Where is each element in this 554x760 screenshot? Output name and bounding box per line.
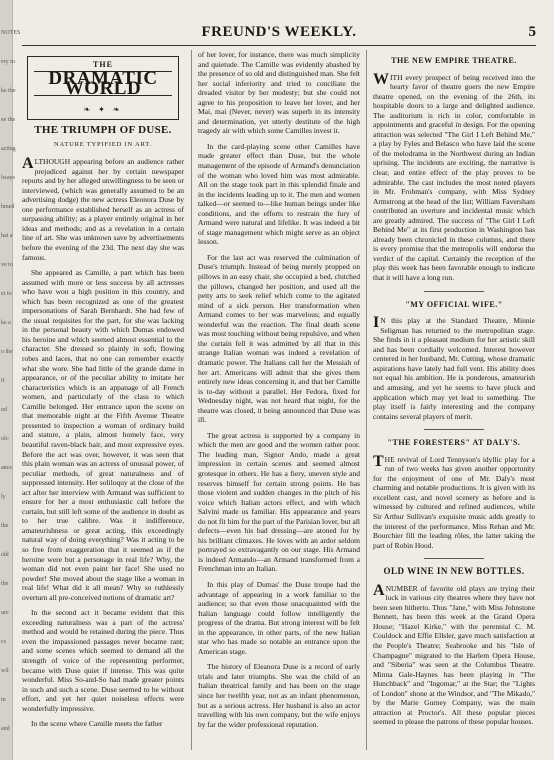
article-paragraph: WITH every prospect of being received into the hearty favor of theatre goers the new Empire theatre opened, on the evening of the 26th, its hospitable doors to a large and delighted audience. The auditorium is rich in color, comfortable in appointments and graceful in design. For the opening attraction was selected "The Girl I Left Behind Me," a play by Fyles and Belasco who have laid the scene of the melodrama in the Northwest during an Indian uprising. The incidents are exciting, the narrative is clear, and entire effect of the play proves to be admirable. The cast includes the most noted players in Mr. Frohman's company, with Miss Sydney Armstrong at the head of the list; William Faversham contributed an overture and incidental music which are greatly admired. The success of "The Girl I Left Behind Me" at its first production in Washington has already been chronicled in these columns, and there is every promise that the metropolis will endorse the verdict of the capital. Certainly the reception of the play this week has been favorable enough to indicate that it will have a long run. [373,70,535,283]
article-paragraph: In this play of Dumas' the Duse troupe had the advantage of appearing in a work familiar to the audience; so that even those unacquainted with the Italian language could follow intelligently the progress of the drama. But strong interest will be felt in the appearance, in other parts, of the new Italian star who has made so notable an entrance upon the American stage. [198,579,360,656]
adjacent-page-edge [0,0,21,760]
adjacent-page-fragment: ly [1,494,6,500]
drop-cap: W [373,70,389,88]
adjacent-page-fragment: if [1,378,5,384]
column-1 [22,50,184,750]
adjacent-page-fragment: et to [1,291,12,297]
article-paragraph: THE revival of Lord Tennyson's idyllic play for a run of two weeks has given another opportunity for the enjoyment of one of Mr. Daly's most charming and notable productions. It is given with its excellent cast, and novel scenery as before and is witnessed by cultured and refined audiences, while Sir Arthur Sullivan's exquisite music adds greatly to the interest of the performance. Miss Rehan and Mr. Bourchier fill the leading rôles, the latter taking the part of Robin Hood. [373,452,535,550]
adjacent-page-fragment: nd [1,407,7,413]
adjacent-page-fragment: wil [1,668,9,674]
dramatic-world-masthead [27,56,179,120]
article-subheading: NATURE TYPIFIED IN ART. [54,140,152,148]
adjacent-page-fragment: the [1,581,9,587]
masthead-the: THE [93,60,113,69]
adjacent-page-fragment: hmed [1,204,15,210]
adjacent-page-fragment: and [1,726,10,732]
column-divider [191,50,192,750]
adjacent-page-fragment: in [1,697,6,703]
adjacent-page-fragment: ery in [1,59,15,65]
adjacent-page-fragment: olt- [1,436,10,442]
drop-cap: I [373,314,380,332]
drop-cap: A [373,581,385,599]
section-separator [424,558,484,559]
drop-cap: A [22,155,34,173]
article-paragraph: ALTHOUGH appearing before an audience rather prejudiced against her by certain newspaper reports and by her alleged unwillingness to be seen or interviewed, (which was generally assumed to be an advertising dodge) the new actress Eleonora Duse by one performance established herself as an actress of surpassing ability; as a player entirely original in her ideas and methods; and as a revelation in a certain line of art. She was unknown save by advertisements before the evening of the 23d. The next day she was famous. [22,155,184,262]
adjacent-page-fragment: cs [1,639,6,645]
adjacent-page-fragment: ance [1,465,12,471]
adjacent-page-fragment: lways [1,175,15,181]
adjacent-page-fragment: ke the [1,88,16,94]
adjacent-page-fragment: acting [1,146,16,152]
section-heading: "MY OFFICIAL WIFE." [405,299,503,309]
article-paragraph: of her lover, for instance, there was much simplicity and quietude. The Camille was evidently abashed by the presence of so old and distinguished man. She felt her social inferiority and tried to conciliate the dreaded visitor by her modesty; but she could not agree to his proposition to leave her lover, and her Mai, mai (Never, never) was superb in its intensity and determination, yet utterly destitute of the high tragedy air with which some Camilles invest it. [198,50,360,136]
article-paragraph: In the second act it became evident that this exceeding naturalness was a part of the actress' method and would be retained during the piece. Thus even the impassioned passages never became rant; and some scenes which seemed to demand all the strength of voice of the representing performer, became with Duse quiet if intense. This was quite wonderful. Miss So-and-So had made greater points in such and such a scene. Duse seemed to be without effort, and yet her quiet noiseless effects were wonderfully impressive. [22,608,184,713]
header-rule [22,45,536,46]
adjacent-page-fragment: ee the [1,117,16,123]
article-paragraph: I N this play at the Standard Theatre, Minnie Seligman has returned to the metropolitan stage. She finds in it a pleasant medium for her artistic skill and has been cordially welcomed. Interest however centered in her husband, Mr. Cutting, whose dramatic aspirations have lately had full vent. His ability does not equal his ambition. He is ponderous, amateurish and amusing, and yet he seems to have pluck and application which may yet lead to something. The play itself is fairly interesting and the company contains several players of merit. [373,314,535,421]
article-paragraph: She appeared as Camille, a part which has been assumed with more or less success by all actresses who have won a high position in this country, and which has been recognized as one of the greatest impersonations of Sarah Bernhardt. She had few of the usual requisites for the part, for she was lacking in the personal beauty with which Dumas endowed his heroine and which seemed almost essential to the character. She dressed so plainly in soft, flowing robes and laces, that no one can remember exactly what she wore. She had little of the grande dame in appearance, or of the peculiar ability to imitate her characteristics which is an appanage of all French women, and particularly of the class to which Camille belonged. Her entrance upon the scene on that memorable night at the Fifth Avenue Theatre presented to inspection a woman of ordinary build and stature, a plain, almost homely face, very beautiful raven-black hair, and most expressive eyes. Before the act was over, however, it was seen that this plain woman was an actress of unusual power, of peculiar methods, of great naturalness and of suppressed intensity. Her soliloquy at the close of the act after her interview with Armand was sufficient to ensure for her a most enthusiastic call before the curtain, but still left some of the audience in doubt as to her true calibre. Was it indifference, amateurishness or great acting, this exceedingly natural way of doing everything? Was it acting to be so free from exaggeration that it seemed as if the heroine were but a personage in real life? Why, the woman did not even paint her face! She used no powder! She moved about the stage like a woman in real life! What did it all mean? Why so ruthlessly overturn all pre-conceived notions of dramatic art? [22,268,184,602]
adjacent-page-fragment: ure [1,610,9,616]
article-paragraph: The great actress is supported by a company in which the men are good and the women rather poor. The leading man, Signor Ando, made a great impression in certain scenes and seemed almost grotesque in others. He has a fiery, uneven style and reserves himself for certain strong points. He has those violent and sudden changes in the pitch of his voice which Italian actors effect, and with which Salvini made us familiar. His appearance and years do not fit him for the part of the Parisian lover, but all defects—even his bad dressing—are atoned for by his brilliant climaxes. He loves with an ardor seldom portrayed so extravagantly on our stage. His Armand is indeed Armando—an Armand transformed from a Frenchman into an Italian. [198,430,360,574]
adjacent-page-fragment: the [1,523,9,529]
page-header [22,24,536,42]
adjacent-page-fragment: ve to [1,262,13,268]
article-paragraph: In the scene where Camille meets the father [31,719,163,729]
adjacent-page-fragment: old [1,552,9,558]
article-paragraph: For the last act was reserved the culmination of Duse's triumph. Instead of being merely propped on pillows in an easy chair, she occupied a bed, clutched the pillows, changed her position, and used all the petty arts to seek relief which come to the agitated mind of a sick person. Her transformation when Armand comes to her was marvelous; and equally wonderful was the reaction. The final death scene was most touching without being repulsive, and when the curtain fell it was admitted by all that in this strange Italian woman was indeed a revelation of dramatic power. The Italians call her the Messiah of her art. Americans will admit that she gives them entirely new ideas concerning it, and that her Camille is to-day without a parallel. Her Fedora, fixed for Wednesday night, was not heard that night, for the theatre was closed, it being announced that Duse was ill. [198,252,360,425]
article-paragraph: ANUMBER of favorite old plays are trying their luck in various city theatres where they have not been seen hitherto. Thus "Jane," with Miss Johnstone Bennett, has been this week at the Grand Opera House; "Hazel Kirke," with the perennial C. M. Couldock and Effie Ellsler, gave much satisfaction at the People's Theatre; Seabrooke and his "Isle of Champagne" migrated to the Harlem Opera House, and "Siberia" was seen at the Columbus Theatre. Minna Gale-Haynes has been playing in "The Hunchback" and "Ingomar," at the Star; the "Lights of London" shone at the Windsor, and "The Mikado," by the Marie Gurney Company, was the main attraction at Proctor's. All these popular pieces seemed to please the patrons of these popular houses. [373,581,535,727]
adjacent-page-fragment: ke a [1,320,11,326]
publication-title: FREUND'S WEEKLY. [201,24,357,40]
article-heading: THE TRIUMPH OF DUSE. [34,124,172,136]
article-paragraph: The history of Eleanora Duse is a record of early trials and later triumphs. She was the child of an Italian theatrical family and has been on the stage since her twelfth year, not as an infant phenomenon, but as a serious actress. Her husband is also an actor travelling with his own company, but the wife enjoys by far the wider professional reputation. [198,662,360,729]
section-separator [424,429,484,430]
column-3 [373,50,535,750]
adjacent-page-fragment: hat a [1,233,13,239]
adjacent-page-fragment: NOTES [1,30,21,36]
drop-cap: T [373,452,384,470]
section-separator [424,291,484,292]
column-2 [198,50,360,750]
section-heading: OLD WINE IN NEW BOTTLES. [383,566,525,577]
column-divider [366,50,367,750]
page-number: 5 [528,24,536,40]
masthead-ornament: ❧ ✦ ❧ [83,105,123,115]
masthead-name: DRAMATIC WORLD [34,71,172,96]
section-heading: THE NEW EMPIRE THEATRE. [391,56,517,65]
section-heading: "THE FORESTERS" AT DALY'S. [387,438,521,448]
adjacent-page-fragment: o the [1,349,13,355]
article-paragraph: In the card-playing scene other Camilles have made greater effect than Duse, but the whole management of the episode of Armand's denunciation of the woman who loved him was most admirable. All on the stage took part in this splendid finale and in the incidents leading up to it. The men and women talked—or seemed to—like human beings under like conditions, and the efforts to restrain the fury of Armand were natural and lifelike. It was indeed a bit of stage management which might serve as an object lesson. [198,141,360,247]
